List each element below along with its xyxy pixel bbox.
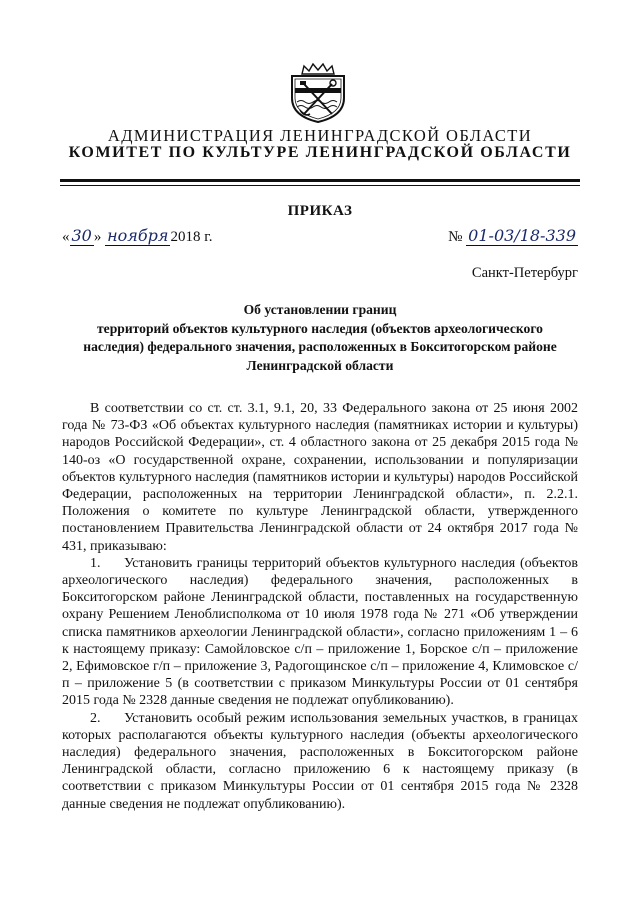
coat-of-arms-icon xyxy=(288,62,348,124)
date-month: ноября xyxy=(107,226,169,245)
date-year: 2018 г. xyxy=(170,229,213,245)
date-close-quote: » xyxy=(93,229,102,245)
date-open-quote: « xyxy=(62,229,70,245)
order-item-1: 1. Установить границы территорий объектов культурного наследия (объектов археологического наследия) федерального значения, расположенных в Бокситогорском районе Ленинградской области, поставленных на государственную охрану Решением Леноблисполкома от 10 июля 1978 года № 271 «Об утверждении списка памятников археологии Ленинградской области», согласно приложениям 1 – 6 к настоящему приказу: Самойловское с/п – приложение 1, Борское с/п – приложение 2, Ефимовское г/п – приложение 3, Радогощинское с/п – приложение 4, Климовское с/п – приложение 5 (в соответствии с приказом Минкультуры России от 01 сентября 2015 года № 2328 данные сведения не подлежат опубликованию). xyxy=(62,555,578,709)
title-line: наследия) федерального значения, расположенных в Бокситогорском районе xyxy=(83,339,557,354)
document-city: Санкт-Петербург xyxy=(471,265,578,281)
organization-name: АДМИНИСТРАЦИЯ ЛЕНИНГРАДСКОЙ ОБЛАСТИ xyxy=(107,126,533,145)
document-body xyxy=(62,400,578,813)
title-line: Об установлении границ xyxy=(243,302,397,317)
title-line: территорий объектов культурного наследия (объектов археологического xyxy=(97,320,543,336)
document-type: ПРИКАЗ xyxy=(287,203,353,219)
document-date xyxy=(62,226,212,246)
preamble-paragraph: В соответствии со ст. ст. 3.1, 9.1, 20, 33 Федерального закона от 25 июня 2002 года № 73-ФЗ «Об объектах культурного наследия (памятниках истории и культуры) народов Российской Федерации», ст. 4 областного закона от 25 декабря 2015 года № 140-оз «О государственной охране, сохранении, использовании и популяризации объектов культурного наследия (памятников истории и культуры) народов Российской Федерации, расположенных на территории Ленинградской области», п. 2.2.1. Положения о комитете по культуре Ленинградской области, утвержденного постановлением Правительства Ленинградской области от 24 октября 2017 года № 431, приказываю: xyxy=(62,401,578,554)
title-line: Ленинградской области xyxy=(246,357,394,373)
document-number xyxy=(448,226,578,246)
number-prefix: № xyxy=(448,229,463,245)
committee-name: КОМИТЕТ ПО КУЛЬТУРЕ ЛЕНИНГРАДСКОЙ ОБЛАСТИ xyxy=(68,144,572,161)
header-rule-thick xyxy=(60,179,580,182)
date-day: 30 xyxy=(71,226,92,245)
header-rule-thin xyxy=(60,185,580,186)
document-title xyxy=(80,301,560,375)
order-item-2: 2. Установить особый режим использования земельных участков, в границах которых располагаются объекты культурного наследия (объекты археологического наследия) федерального значения, расположенных в Бокситогорском районе Ленинградской области, согласно приложению 6 к настоящему приказу (в соответствии с приказом Минкультуры России от 01 сентября 2015 года № 2328 данные сведения не подлежат опубликованию). xyxy=(62,710,578,812)
number-value: 01-03/18-339 xyxy=(468,226,576,245)
